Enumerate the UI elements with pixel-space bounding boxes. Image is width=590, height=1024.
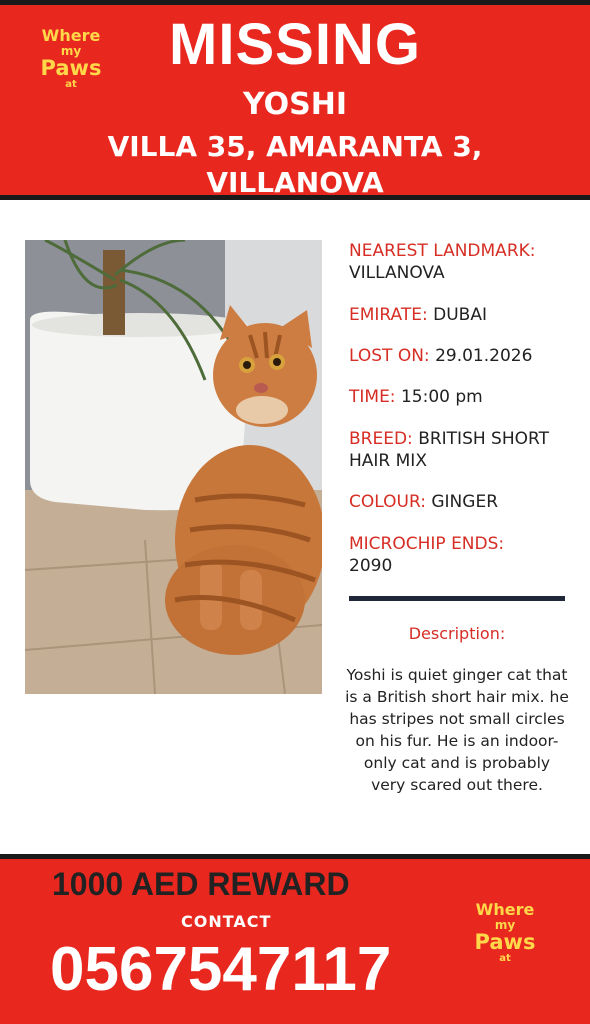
field-label: NEAREST LANDMARK: <box>349 241 536 261</box>
field-label: TIME: <box>349 387 396 407</box>
where-my-paws-logo <box>31 28 111 108</box>
phone-number: 0567547117 <box>50 935 392 1004</box>
logo-text-paws: Paws <box>474 930 536 954</box>
field-value: BRITISH SHORT HAIR MIX <box>349 429 549 471</box>
logo-text-my: my <box>60 44 82 58</box>
cat-photo-illustration <box>25 240 322 694</box>
field-label: COLOUR: <box>349 492 426 512</box>
field-value: 29.01.2026 <box>435 346 533 366</box>
field-lost-on <box>349 345 569 367</box>
description-title: Description: <box>408 624 506 643</box>
field-time <box>349 386 569 408</box>
field-value: 2090 <box>349 556 393 576</box>
field-microchip <box>349 533 569 577</box>
address-line-1: VILLA 35, AMARANTA 3, <box>107 130 483 163</box>
where-my-paws-logo-footer <box>465 902 545 982</box>
divider <box>349 596 565 601</box>
reward-text: 1000 AED REWARD <box>52 866 350 902</box>
logo-text-my: my <box>494 918 516 932</box>
description-text: Yoshi is quiet ginger cat that is a British short hair mix. he has stripes not small circles on his fur. He is an indoor-only cat and is probably very scared out there. <box>345 666 569 794</box>
field-nearest-landmark <box>349 240 569 284</box>
logo-text-where: Where <box>41 26 101 45</box>
logo-text-at: at <box>499 953 511 964</box>
field-label: BREED: <box>349 429 413 449</box>
address <box>0 129 590 201</box>
field-label: EMIRATE: <box>349 305 428 325</box>
page-title: MISSING <box>169 12 421 77</box>
pet-name: YOSHI <box>242 87 348 122</box>
field-label: LOST ON: <box>349 346 430 366</box>
field-label: MICROCHIP ENDS: <box>349 534 505 554</box>
field-value: GINGER <box>431 492 499 512</box>
field-colour <box>349 491 569 513</box>
logo-text-paws: Paws <box>40 56 102 80</box>
contact-label: CONTACT <box>181 912 272 931</box>
cat-photo <box>25 240 322 694</box>
logo-text-where: Where <box>475 900 535 919</box>
field-breed <box>349 428 569 472</box>
logo-text-at: at <box>65 79 77 90</box>
field-value: 15:00 pm <box>400 387 483 407</box>
address-line-2: VILLANOVA <box>206 166 384 199</box>
field-value: DUBAI <box>433 305 487 325</box>
field-emirate <box>349 304 569 326</box>
field-value: VILLANOVA <box>349 263 445 283</box>
